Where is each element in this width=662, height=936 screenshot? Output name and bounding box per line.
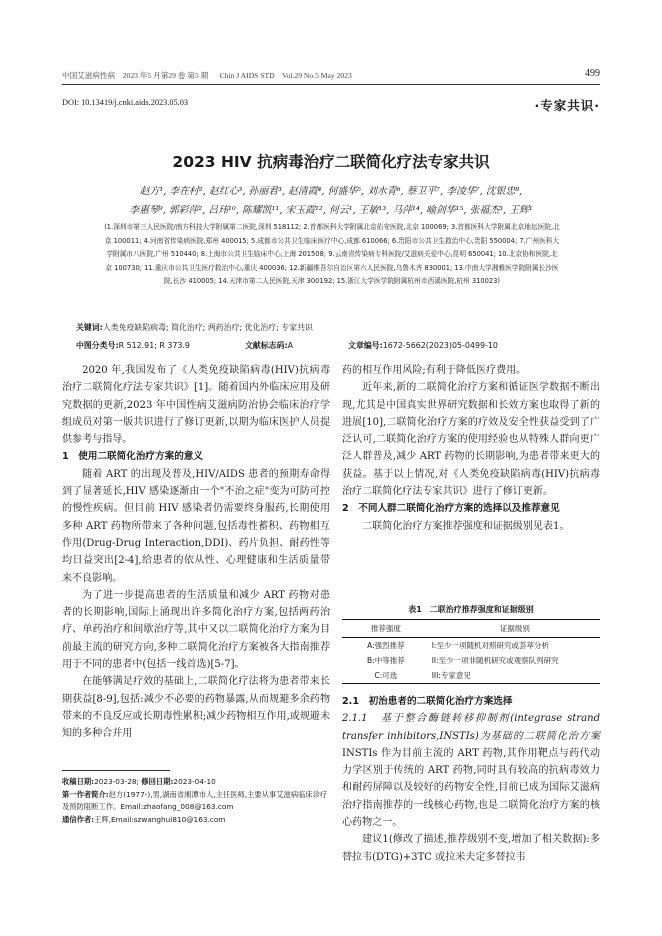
- doi: DOI: 10.13419/j.cnki.aids.2023.05.03: [62, 98, 189, 107]
- paper-title: 2023 HIV 抗病毒治疗二联简化疗法专家共识: [172, 153, 490, 171]
- issue-en: Vol.29 No.5 May 2023: [282, 71, 352, 80]
- section-2-heading: 2 不同人群二联简化治疗方案的选择以及推荐意见: [342, 503, 560, 515]
- authors-line-2: 李惠琴⁹, 郭彩萍², 吕玮¹⁰, 陈耀凯¹¹, 宋玉霞¹², 何云¹, 王敏¹³, 马萍¹⁴, 喻剑华¹⁵, 张福杰³, 王辉¹: [129, 205, 533, 216]
- section-1-heading: 1 使用二联简化治疗方案的意义: [62, 451, 203, 463]
- keywords-label: 关键词:: [76, 323, 103, 332]
- footnote-dates: 收稿日期:2023-03-28; 修回日期:2023-04-10: [62, 777, 216, 786]
- footnote-rule: [62, 770, 170, 771]
- right-paragraph-3: 二联简化治疗方案推荐强度和证据级别见表1。: [362, 520, 570, 532]
- footnote: [62, 776, 330, 826]
- left-paragraph-2: 随着 ART 的出现及普及,HIV/AIDS 患者的预期寿命得到了显著延长,HIV 感染逐渐由一个"不治之症"变为可防可控的慢性疾病。但目前 HIV 感染者仍需要终身服药,长期使用多种 ART 药物所带来了各种问题,包括毒性蓄积、药物相互作用(Drug-Drug Interaction,DDI)、药片负担、耐药性等均日益突出[2-4],给患者的依从性、心理健康和生活质量带来不良影响。: [62, 468, 330, 584]
- clc-value: R 512.91; R 373.9: [118, 341, 190, 350]
- issue-cn: 2023 年5 月第29 卷 第5 期: [122, 71, 209, 80]
- article-no-value: 1672-5662(2023)05-0499-10: [382, 341, 498, 350]
- doc-code-value: A: [287, 341, 294, 350]
- doc-code-label: 文献标志码:: [245, 341, 288, 350]
- table-row: A:强烈推荐 I:至少一项随机对照研究或荟萃分析: [367, 641, 549, 650]
- table-header-evidence: 证据级别: [430, 620, 600, 638]
- authors-line-1: 赵方¹, 李在村², 赵红心³, 孙丽君³, 赵清霞⁴, 何盛华⁵, 刘水青⁶, 蔡卫平⁷, 李凌华⁷, 沈银忠⁸,: [139, 186, 523, 197]
- left-column: [62, 362, 330, 743]
- left-paragraph-4: 在能够满足疗效的基础上,二联简化疗法将为患者带来长期获益[8-9],包括:减少不必要的药物暴露,从而规避多余药物带来的不良反应或长期毒性累积;减少药物相互作用,或规避未知的多种合并用: [62, 676, 330, 740]
- right-paragraph-1: 药的相互作用风险;有利于降低医疗费用。: [342, 365, 527, 376]
- table-row: C:可选 III:专家意见: [342, 668, 600, 684]
- table-1: [342, 619, 600, 684]
- table-header-strength: 推荐强度: [342, 620, 430, 638]
- right-paragraph-4: INSTIs 作为目前主流的 ART 药物,其作用靶点与药代动力学区别于传统的 ART 药物,同时具有较高的抗病毒效力和耐药屏障以及较好的药物安全性,目前已成为国际艾滋病治疗指南推荐的一线核心药物,也是二联简化治疗方案的核心药物之一。: [342, 747, 600, 829]
- journal-name-en: Chin J AIDS STD: [219, 71, 275, 80]
- left-paragraph-1: 2020 年,我国发布了《人类免疫缺陷病毒(HIV)抗病毒治疗二联简化疗法专家共识》[1]。随着国内外临床应用及研究数据的更新,2023 年中国性病艾滋病防治协会临床治疗学组成员对第一版共识进行了修订更新,以期为临床医护人员提供参考与指导。: [62, 365, 330, 446]
- right-paragraph-2: 近年来,新的二联简化治疗方案和循证医学数据不断出现,尤其是中国真实世界研究数据和长效方案也取得了新的进展[10],二联简化治疗方案的疗效及安全性获益受到了广泛认可,二联简化治疗方案的使用经验也从特殊人群向更广泛人群普及,减少 ART 药物的长期影响,为患者带来更大的获益。基于以上情况,对《人类免疫缺陷病毒(HIV)抗病毒治疗二联简化疗法专家共识》进行了修订更新。: [342, 382, 600, 498]
- affiliations: (1.深圳市第三人民医院/南方科技大学附属第二医院,深圳 518112; 2.首都医科大学附属北京佑安医院,北京 100069; 3.首都医科大学附属北京地坛医院,北京 100011; 4.河南省传染病医院,郑州 400015; 5.成都市公共卫生临床医疗中心,成都 610066; 6.贵阳市公共卫生救治中心,贵阳 550004; 7.广州医科大学附属市八医院,广州 510440; 8.上海市公共卫生临床中心,上海 201508; 9.云南省传染病专科医院/艾滋病关爱中心,昆明 650041; 10.北京协和医院,北京 100730; 11.重庆市公共卫生医疗救治中心,重庆 400036; 12.新疆维吾尔自治区第六人民医院,乌鲁木齐 830001; 13.中南大学湘雅医学院附属长沙医院,长沙 410005; 14.天津市第二人民医院,天津 300192; 15.浙江大学医学院附属杭州市西溪医院,杭州 310023): [104, 223, 560, 286]
- section-2-1-heading: 2.1 初治患者的二联简化治疗方案选择: [342, 696, 513, 707]
- article-no-label: 文章编号:: [348, 341, 383, 350]
- page-number: 499: [585, 68, 600, 79]
- header-rule: [62, 84, 600, 85]
- table-row: B:中等推荐 II:至少一项非随机研究或观察队列研究: [367, 656, 559, 665]
- right-paragraph-5: 建议1(修改了描述,推荐级别不变,增加了相关数据):多替拉韦(DTG)+3TC 或拉米夫定多替拉韦: [342, 834, 600, 863]
- table-1-caption: 表1 二联治疗推荐强度和证据级别: [408, 605, 534, 614]
- keywords: [76, 322, 313, 333]
- running-header-journal: [62, 70, 352, 81]
- right-column: [342, 362, 600, 535]
- column-label: ·专家共识·: [534, 98, 600, 113]
- section-2-1-1-heading: 2.1.1 基于整合酶链转移抑制剂(integrase strand transfer inhibitors,INSTIs)为基础的二联简化治方案: [342, 713, 600, 742]
- right-column-lower: [342, 693, 600, 866]
- left-paragraph-3: 为了进一步提高患者的生活质量和减少 ART 药物对患者的长期影响,国际上涌现出许多简化治疗方案,包括两药治疗、单药治疗和间歇治疗等,其中又以二联简化治疗方案为目前最主流的研究方向,多种二联简化治疗方案被各大指南推荐用于不同的患者中(包括一线首选)[5-7]。: [62, 589, 330, 671]
- clc-label: 中图分类号:: [76, 341, 119, 350]
- keywords-text: 人类免疫缺陷病毒; 简化治疗; 两药治疗; 优化治疗; 专家共识: [102, 323, 313, 332]
- footnote-first-author: 第一作者简介:赵方(1977-),男,湖南省湘潭市人,主任医师,主要从事艾滋病临床诊疗及预防阻断工作。Email:zhaofang_008@163.com: [62, 789, 328, 811]
- journal-name-cn: 中国艾滋病性病: [62, 71, 116, 80]
- classification-line: [76, 340, 596, 351]
- footnote-corresponding: 通信作者:王辉,Email:szwanghui810@163.com: [62, 814, 226, 824]
